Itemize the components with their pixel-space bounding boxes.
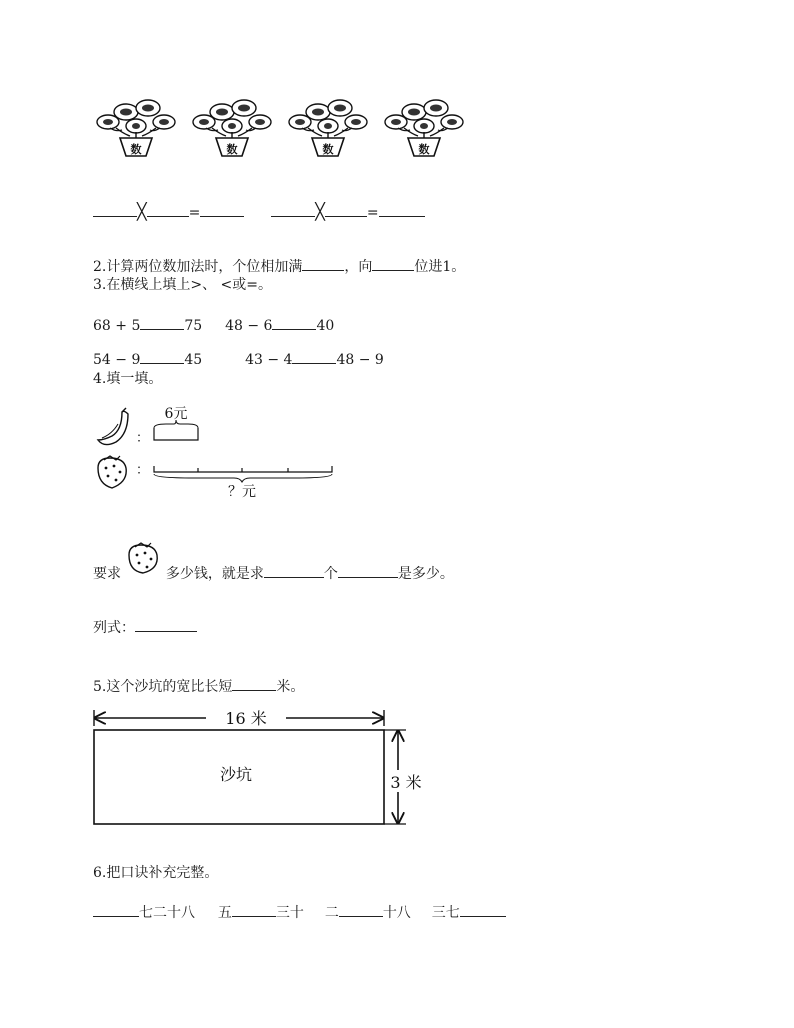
strawberry-inline-icon xyxy=(125,553,161,577)
q3-title: 3.在横线上填上>、 <或=。 xyxy=(93,277,272,293)
flower-pots-row xyxy=(96,98,476,164)
q1-blank-4[interactable] xyxy=(271,202,315,217)
strawberry-bar xyxy=(154,466,332,472)
strawberry-brace xyxy=(154,474,332,482)
q4-sentence xyxy=(93,559,454,583)
q2-text-b: ，向 xyxy=(344,259,373,275)
length-label: 16 米 xyxy=(225,709,267,728)
q2-text-c: 位进1。 xyxy=(414,259,466,275)
strawberry-price: ？元 xyxy=(228,484,256,500)
q6-row xyxy=(93,902,506,922)
q6-title: 6.把口诀补充完整。 xyxy=(93,865,219,881)
q5-blank[interactable] xyxy=(232,676,276,691)
q3-r2-blank-2[interactable] xyxy=(292,349,336,364)
q4-formula-label: 列式： xyxy=(93,620,135,636)
q4-sentence-c: 个 xyxy=(323,566,338,582)
q3-r1-blank-2[interactable] xyxy=(272,315,316,330)
sandpit-diagram xyxy=(90,704,430,834)
q1-blank-3[interactable] xyxy=(200,202,244,217)
q1-blank-1[interactable] xyxy=(93,202,137,217)
q3-r2-val-2: 48 − 9 xyxy=(336,352,384,368)
banana-icon xyxy=(98,408,128,445)
q6-blank-3[interactable] xyxy=(339,902,383,917)
q4-blank-2[interactable] xyxy=(338,563,398,578)
q1-equals-2: = xyxy=(366,205,379,221)
q4-sentence-a: 要求 xyxy=(93,566,121,582)
flower-pots-figure xyxy=(96,98,476,164)
q3-r1-expr-1: 68 + 5 xyxy=(93,318,141,334)
q4-sentence-d: 是多少。 xyxy=(397,566,454,582)
q6-part-1: 七二十八 xyxy=(139,905,195,921)
q2-question xyxy=(93,256,465,276)
q1-blank-2[interactable] xyxy=(147,202,189,217)
banana-colon: ： xyxy=(136,431,150,446)
strawberry-icon xyxy=(98,456,126,488)
q4-formula xyxy=(93,617,197,637)
q5-title-b: 米。 xyxy=(276,679,305,695)
q6-part-2: 五 xyxy=(217,905,232,921)
q4-sentence-b: 多少钱，就是求 xyxy=(165,566,264,582)
q1-blank-6[interactable] xyxy=(379,202,425,217)
q3-row-1 xyxy=(93,315,334,335)
q6-blank-4[interactable] xyxy=(460,902,506,917)
pot-label-3: 数 xyxy=(322,143,334,156)
q5-title xyxy=(93,676,304,696)
banana-price: 6元 xyxy=(164,406,188,422)
q4-formula-blank[interactable] xyxy=(135,617,197,632)
q1-equation-row xyxy=(93,202,425,222)
q3-r1-expr-2: 48 − 6 xyxy=(225,318,273,334)
q1-times-1: ╳ xyxy=(137,202,147,221)
q2-blank-1[interactable] xyxy=(302,256,344,271)
q4-blank-1[interactable] xyxy=(264,563,324,578)
pot-label-1: 数 xyxy=(130,143,142,156)
q5-title-a: 5.这个沙坑的宽比长短 xyxy=(93,679,233,695)
q6-part-3: 三十 xyxy=(275,905,304,921)
q3-r2-blank-1[interactable] xyxy=(140,349,184,364)
q6-blank-1[interactable] xyxy=(93,902,139,917)
q2-text-a: 2.计算两位数加法时，个位相加满 xyxy=(93,259,303,275)
pot-label-2: 数 xyxy=(226,143,238,156)
q3-r2-expr-1: 54 − 9 xyxy=(93,352,141,368)
q1-equals-1: = xyxy=(188,205,201,221)
q3-r2-expr-2: 43 − 4 xyxy=(245,352,293,368)
q3-r1-blank-1[interactable] xyxy=(140,315,184,330)
q2-blank-2[interactable] xyxy=(372,256,414,271)
q1-blank-5[interactable] xyxy=(325,202,367,217)
q1-times-2: ╳ xyxy=(315,202,325,221)
q6-part-6: 三七 xyxy=(431,905,460,921)
sandpit-label: 沙坑 xyxy=(219,765,253,784)
q4-diagram xyxy=(94,404,354,500)
q4-title: 4.填一填。 xyxy=(93,371,163,387)
q6-part-4: 二 xyxy=(324,905,339,921)
width-label: 3 米 xyxy=(390,773,422,792)
banana-bar xyxy=(154,428,198,440)
q6-blank-2[interactable] xyxy=(232,902,276,917)
q3-r1-val-2: 40 xyxy=(316,318,335,334)
q3-row-2 xyxy=(93,349,384,369)
q3-r1-val-1: 75 xyxy=(184,318,203,334)
strawberry-colon: ： xyxy=(136,463,150,478)
pot-label-4: 数 xyxy=(418,143,430,156)
q3-r2-val-1: 45 xyxy=(184,352,203,368)
q6-part-5: 十八 xyxy=(382,905,411,921)
